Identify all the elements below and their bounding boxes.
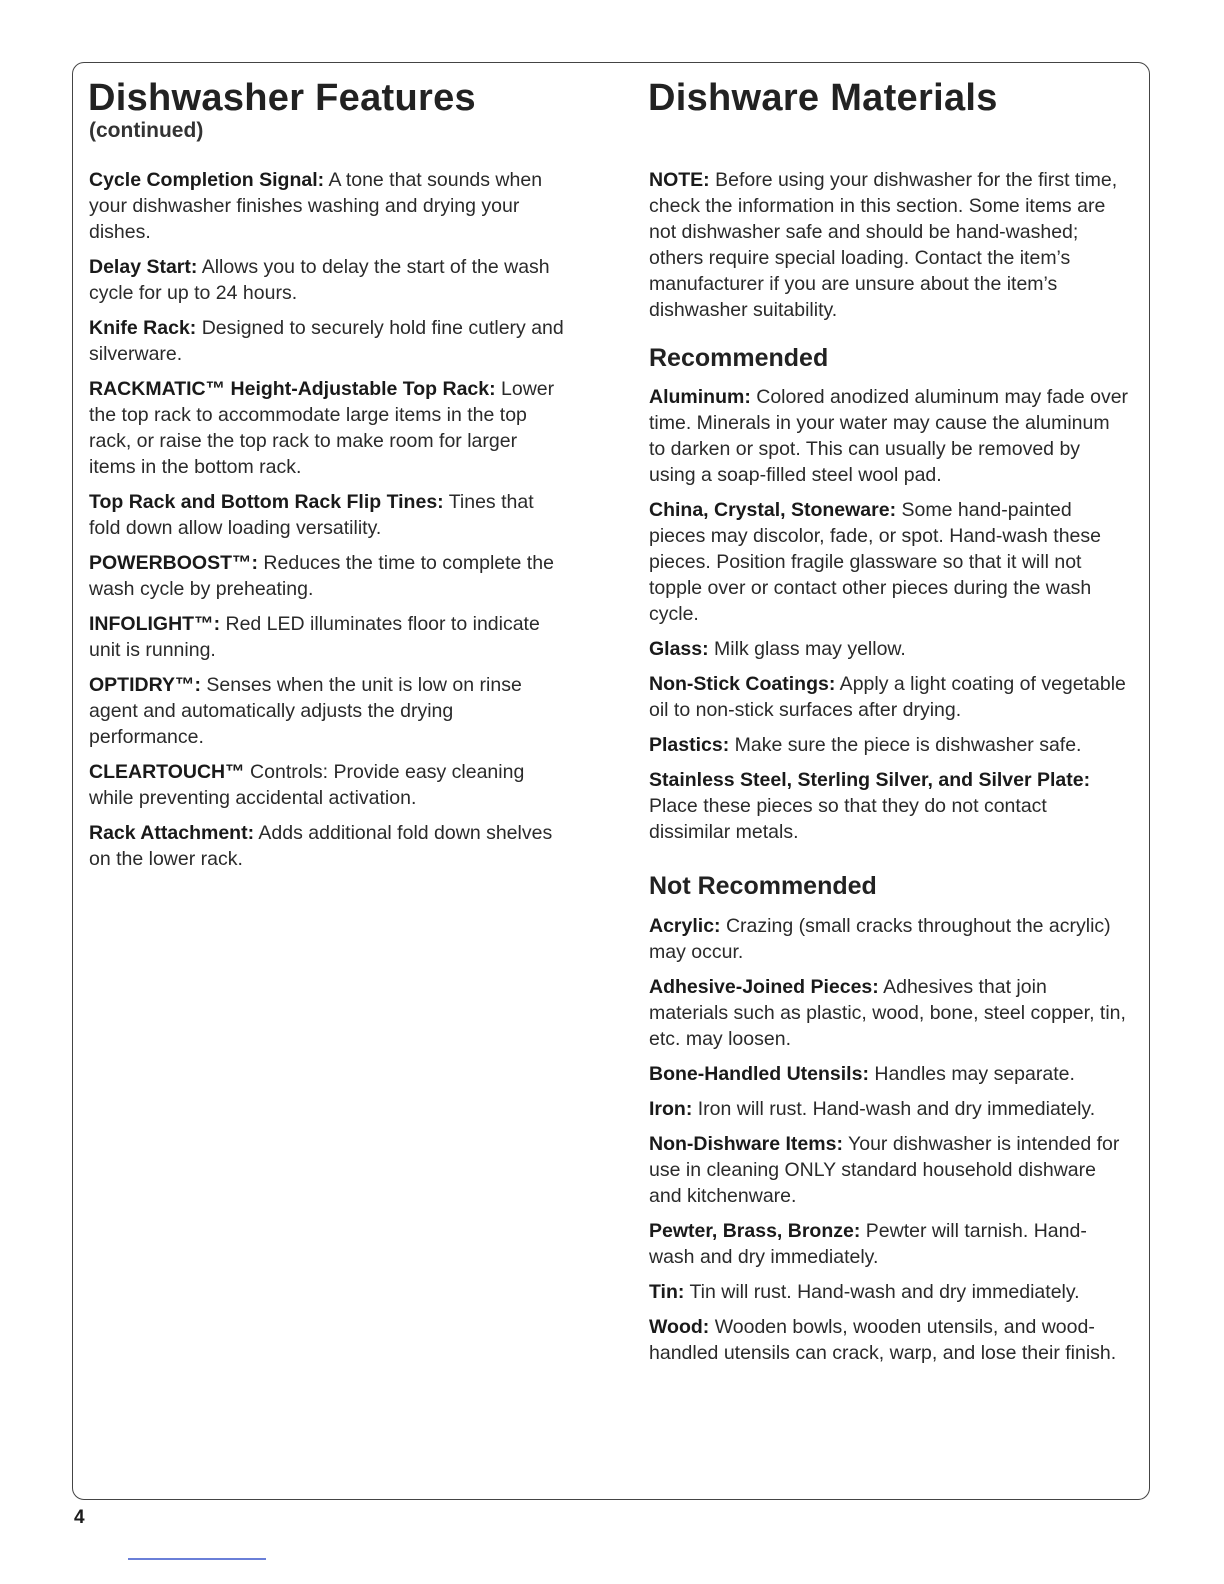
feature-term: CLEARTOUCH™ <box>89 761 245 783</box>
feature-term: Cycle Completion Signal: <box>89 169 325 191</box>
recommended-term: Aluminum: <box>649 386 751 408</box>
feature-term: Rack Attachment: <box>89 822 255 844</box>
not-recommended-entry <box>649 974 1131 1052</box>
feature-text: Adds additional fold down shelves on the lower rack. <box>89 822 553 870</box>
recommended-term: Plastics: <box>649 734 730 756</box>
not-recommended-text: Tin will rust. Hand-wash and dry immediately. <box>684 1281 1080 1303</box>
feature-text: Senses when the unit is low on rinse agent and automatically adjusts the drying performance. <box>89 674 522 748</box>
not-recommended-list <box>649 913 1131 1375</box>
recommended-term: Glass: <box>649 638 709 660</box>
not-recommended-term: Tin: <box>649 1281 685 1303</box>
not-recommended-term: Non-Dishware Items: <box>649 1133 843 1155</box>
not-recommended-entry <box>649 1096 1131 1122</box>
recommended-text: Colored anodized aluminum may fade over time. Minerals in your water may cause the aluminum to darken or spot. This can usually be removed by using a soap-filled steel wool pad. <box>649 386 1129 486</box>
recommended-text: Apply a light coating of vegetable oil to non-stick surfaces after drying. <box>649 673 1126 721</box>
feature-entry <box>89 759 567 811</box>
not-recommended-text: Pewter will tarnish. Hand-wash and dry immediately. <box>649 1220 1087 1268</box>
feature-text: Controls: Provide easy cleaning while preventing accidental activation. <box>89 761 525 809</box>
recommended-heading: Recommended <box>649 344 829 372</box>
recommended-entry <box>649 732 1131 758</box>
feature-term: OPTIDRY™: <box>89 674 201 696</box>
feature-term: Delay Start: <box>89 256 198 278</box>
not-recommended-entry <box>649 1218 1131 1270</box>
not-recommended-term: Iron: <box>649 1098 693 1120</box>
feature-entry <box>89 376 567 480</box>
feature-term: INFOLIGHT™: <box>89 613 221 635</box>
feature-term: RACKMATIC™ Height-Adjustable Top Rack: <box>89 378 496 400</box>
feature-term: Top Rack and Bottom Rack Flip Tines: <box>89 491 444 513</box>
feature-text: Reduces the time to complete the wash cycle by preheating. <box>89 552 554 600</box>
feature-entry <box>89 611 567 663</box>
not-recommended-text: Handles may separate. <box>868 1063 1075 1085</box>
recommended-text: Milk glass may yellow. <box>708 638 906 660</box>
feature-text: Red LED illuminates floor to indicate unit is running. <box>89 613 540 661</box>
feature-text: Allows you to delay the start of the wash cycle for up to 24 hours. <box>89 256 550 304</box>
recommended-entry <box>649 636 1131 662</box>
bottom-rule <box>128 1558 266 1560</box>
left-title: Dishwasher Features <box>88 77 476 119</box>
feature-text: A tone that sounds when your dishwasher finishes washing and drying your dishes. <box>89 169 543 243</box>
recommended-term: Stainless Steel, Sterling Silver, and Silver Plate: <box>649 769 1091 791</box>
note-text: Before using your dishwasher for the first time, check the information in this section. Some items are not dishwasher safe and should be hand-washed; others require special loading. Contact the item’s manufacturer if you are unsure about the item’s dishwasher suitability. <box>649 169 1118 321</box>
recommended-entry <box>649 767 1131 845</box>
recommended-text: Place these pieces so that they do not contact dissimilar metals. <box>649 795 1047 843</box>
not-recommended-term: Pewter, Brass, Bronze: <box>649 1220 861 1242</box>
feature-entry <box>89 820 567 872</box>
recommended-text: Make sure the piece is dishwasher safe. <box>729 734 1082 756</box>
feature-entry <box>89 254 567 306</box>
not-recommended-entry <box>649 1061 1131 1087</box>
feature-list <box>89 167 567 881</box>
note-entry <box>649 167 1131 323</box>
not-recommended-term: Adhesive-Joined Pieces: <box>649 976 879 998</box>
feature-term: Knife Rack: <box>89 317 197 339</box>
not-recommended-heading: Not Recommended <box>649 872 877 900</box>
feature-entry <box>89 672 567 750</box>
left-subtitle: (continued) <box>89 119 204 142</box>
not-recommended-text: Wooden bowls, wooden utensils, and wood-handled utensils can crack, warp, and lose their finish. <box>649 1316 1117 1364</box>
right-title: Dishware Materials <box>648 77 998 119</box>
recommended-term: Non-Stick Coatings: <box>649 673 836 695</box>
not-recommended-term: Acrylic: <box>649 915 721 937</box>
not-recommended-entry <box>649 1131 1131 1209</box>
feature-entry <box>89 315 567 367</box>
not-recommended-entry <box>649 913 1131 965</box>
recommended-entry <box>649 671 1131 723</box>
note-term: NOTE: <box>649 169 710 191</box>
not-recommended-entry <box>649 1314 1131 1366</box>
not-recommended-term: Wood: <box>649 1316 710 1338</box>
recommended-list <box>649 384 1131 854</box>
not-recommended-text: Iron will rust. Hand-wash and dry immediately. <box>692 1098 1096 1120</box>
not-recommended-text: Your dishwasher is intended for use in cleaning ONLY standard household dishware and kitchenware. <box>649 1133 1120 1207</box>
not-recommended-term: Bone-Handled Utensils: <box>649 1063 869 1085</box>
feature-text: Lower the top rack to accommodate large items in the top rack, or raise the top rack to make room for larger items in the bottom rack. <box>89 378 555 478</box>
recommended-entry <box>649 497 1131 627</box>
recommended-entry <box>649 384 1131 488</box>
feature-text: Tines that fold down allow loading versatility. <box>89 491 534 539</box>
feature-text: Designed to securely hold fine cutlery and silverware. <box>89 317 564 365</box>
recommended-text: Some hand-painted pieces may discolor, fade, or spot. Hand-wash these pieces. Position fragile glassware so that it will not topple over or contact other pieces during the wash cycle. <box>649 499 1101 625</box>
feature-entry <box>89 489 567 541</box>
feature-term: POWERBOOST™: <box>89 552 258 574</box>
not-recommended-text: Crazing (small cracks throughout the acrylic) may occur. <box>649 915 1111 963</box>
not-recommended-entry <box>649 1279 1131 1305</box>
page-number: 4 <box>74 1507 85 1528</box>
recommended-term: China, Crystal, Stoneware: <box>649 499 897 521</box>
not-recommended-text: Adhesives that join materials such as plastic, wood, bone, steel copper, tin, etc. may loosen. <box>649 976 1126 1050</box>
note-block <box>649 167 1131 332</box>
feature-entry <box>89 550 567 602</box>
feature-entry <box>89 167 567 245</box>
